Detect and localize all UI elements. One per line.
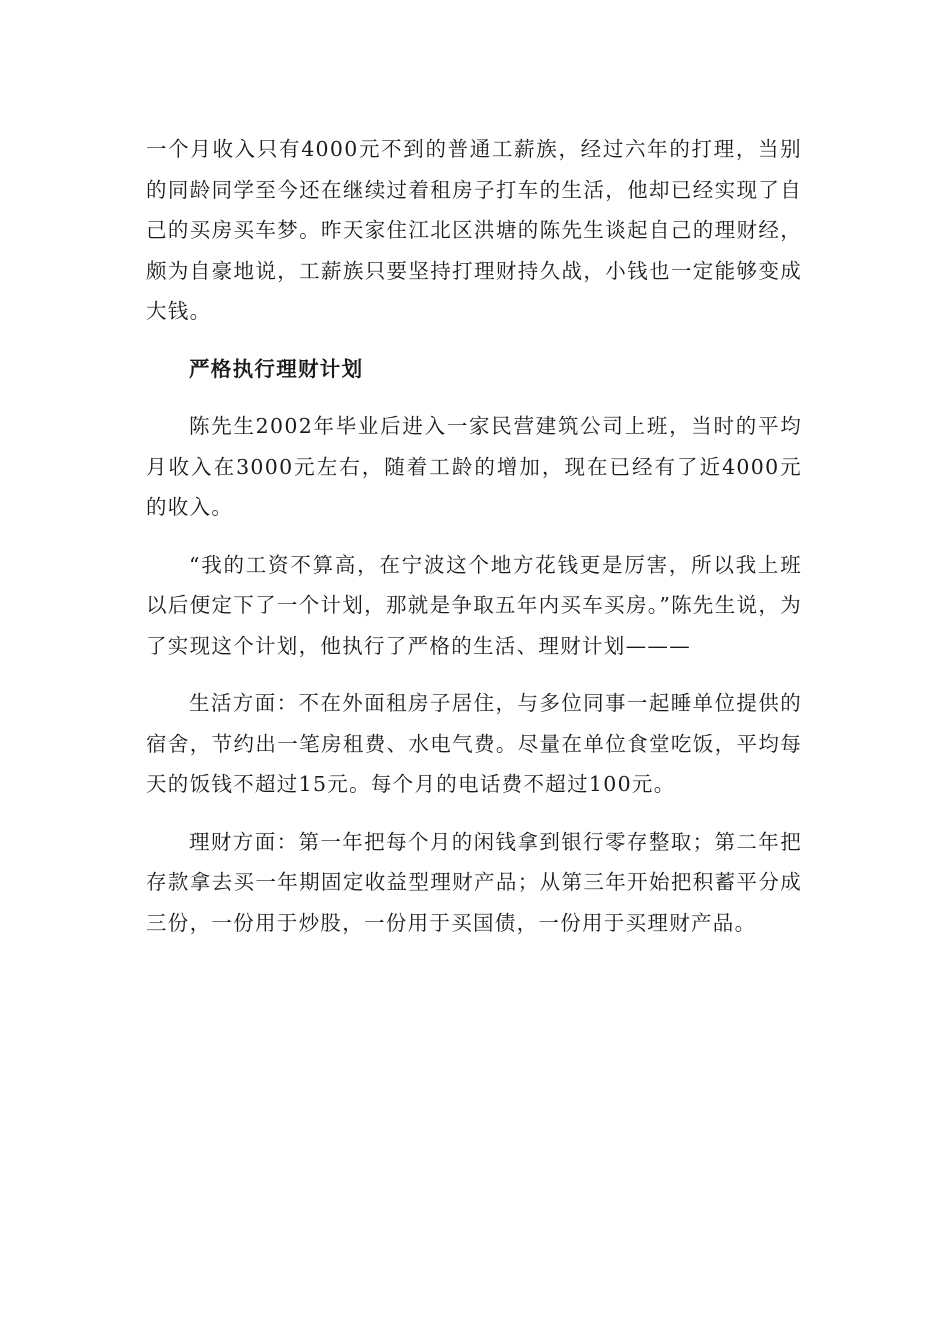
paragraph-quote: “我的工资不算高，在宁波这个地方花钱更是厉害，所以我上班以后便定下了一个计划，那就是争取五年内买车买房。”陈先生说，为了实现这个计划，他执行了严格的生活、理财计划——— [146, 552, 802, 658]
document-body [146, 129, 802, 960]
paragraph-background: 陈先生2002年毕业后进入一家民营建筑公司上班，当时的平均月收入在3000元左右，随着工龄的增加，现在已经有了近4000元的收入。 [146, 414, 802, 519]
paragraph-finance-plan: 理财方面：第一年把每个月的闲钱拿到银行零存整取；第二年把存款拿去买一年期固定收益型理财产品；从第三年开始把积蓄平分成三份，一份用于炒股，一份用于买国债，一份用于买理财产品。 [146, 829, 802, 935]
paragraph-intro: 一个月收入只有4000元不到的普通工薪族，经过六年的打理，当别的同龄同学至今还在继续过着租房子打车的生活，他却已经实现了自己的买房买车梦。昨天家住江北区洪塘的陈先生谈起自己的理财经，颇为自豪地说，工薪族只要坚持打理财持久战，小钱也一定能够变成大钱。 [146, 137, 802, 323]
paragraph-living-plan: 生活方面：不在外面租房子居住，与多位同事一起睡单位提供的宿舍，节约出一笔房租费、水电气费。尽量在单位食堂吃饭，平均每天的饭钱不超过15元。每个月的电话费不超过100元。 [146, 691, 802, 796]
section-heading: 严格执行理财计划 [189, 356, 364, 381]
